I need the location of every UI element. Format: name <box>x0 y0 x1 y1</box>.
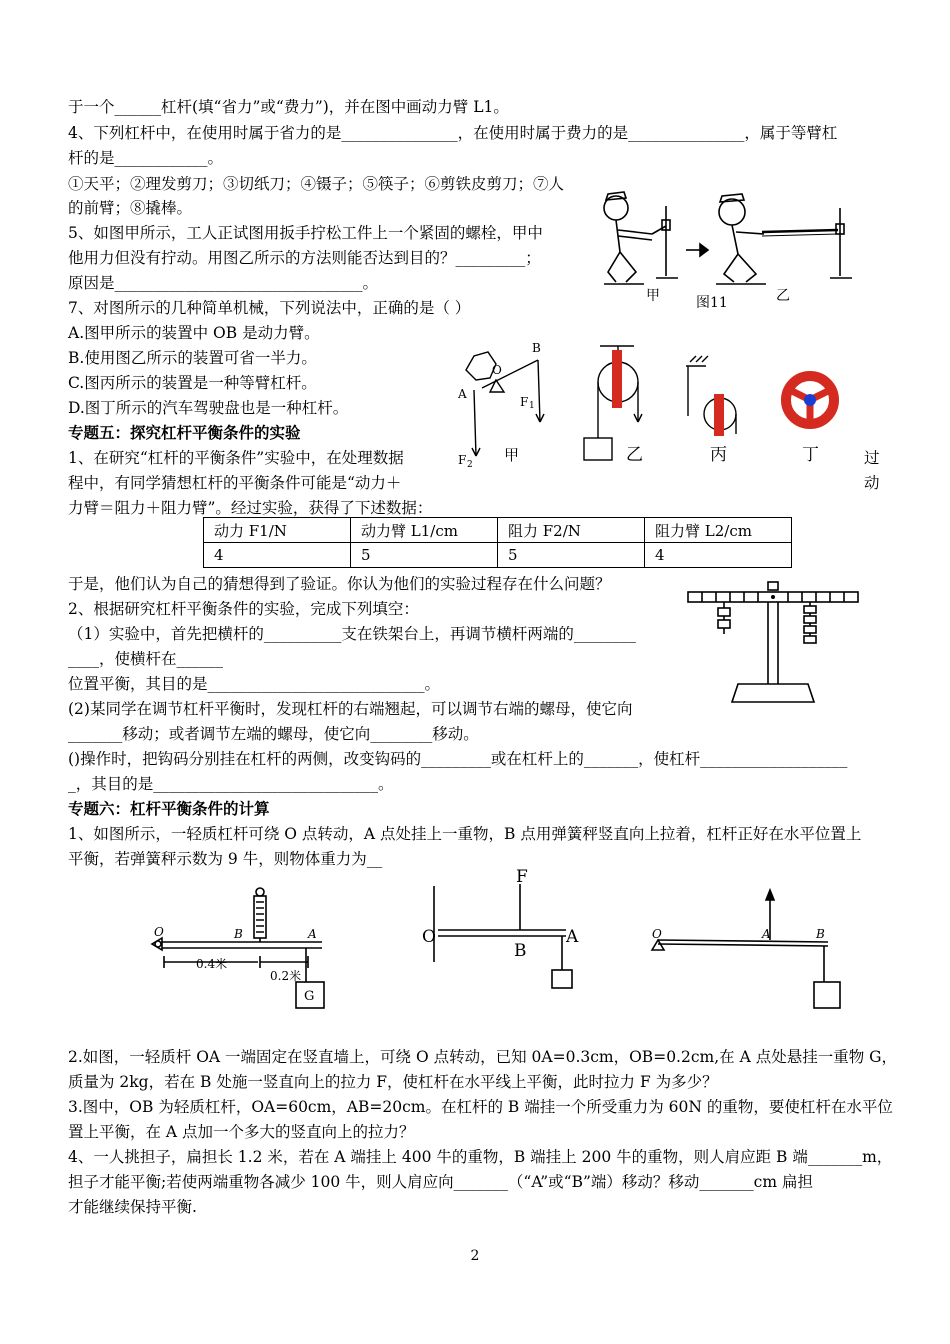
fig11-label-jia: 甲 <box>646 288 660 304</box>
table-cell: 5 <box>498 543 645 568</box>
figure-lever-wall <box>416 862 588 992</box>
question-7-line: 7、对图所示的几种简单机械，下列说法中，正确的是（ ） <box>68 299 471 317</box>
text-line: 1、如图所示，一轻质杠杆可绕 O 点转动，A 点处挂上一重物，B 点用弹簧秤竖直向上拉着，杠杆正好在水平位置上 <box>68 825 862 843</box>
text-line: 平衡，若弹簧秤示数为 9 牛，则物体重力为__ <box>68 850 383 868</box>
section-6-heading: 专题六：杠杆平衡条件的计算 <box>68 799 270 818</box>
text-line: （1）实验中，首先把横杆的__________支在铁架台上，再调节横杆两端的________ <box>68 625 636 643</box>
lever1-label-g: G <box>304 989 315 1004</box>
text-line: 力臂＝阻力＋阻力臂”。经过实验，获得了下述数据： <box>68 499 433 517</box>
text-line: _______移动；或者调节左端的螺母，使它向________移动。 <box>68 725 479 743</box>
figure-simple-machines <box>452 336 852 470</box>
text-line: 质量为 2kg，若在 B 处施一竖直向上的拉力 F，使杠杆在水平线上平衡，此时拉力 F 为多少？ <box>68 1073 718 1091</box>
table-row <box>204 543 792 568</box>
machine-label-f1-sub: 1 <box>529 401 535 411</box>
text-line: 担子才能平衡;若使两端重物各减少 100 牛，则人肩应向_______（“A”或“B”端）移动？移动_______cm 扁担 <box>68 1173 813 1191</box>
text-line: 程中，有同学猜想杠杆的平衡条件可能是“动力＋ <box>68 474 402 492</box>
text-line: 于一个______杠杆(填“省力”或“费力”)，并在图中画动力臂 L1。 <box>68 98 509 116</box>
question-4-line: 4、下列杠杆中，在使用时属于省力的是_______________，在使用时属于费力的是_______________，属于等臂杠 <box>68 124 838 142</box>
table-cell: 5 <box>351 543 498 568</box>
table-header: 阻力 F2/N <box>498 518 645 543</box>
lever1-dist-ba: 0.2米 <box>270 969 302 983</box>
machine-label-o: O <box>492 363 502 377</box>
text-line: (2)某同学在调节杠杆平衡时，发现杠杆的右端翘起，可以调节右端的螺母，使它向 <box>68 700 633 718</box>
lever3-label-b: B <box>816 927 825 941</box>
data-table <box>203 517 792 568</box>
machine-label-f2: F <box>458 453 467 467</box>
machine-label-bing: 丙 <box>710 445 727 465</box>
text-line: ()操作时，把钩码分别挂在杠杆的两侧，改变钩码的_________或在杠杆上的_______，使杠杆___________________ <box>68 750 848 768</box>
text-line: ①天平；②理发剪刀；③切纸刀；④镊子；⑤筷子；⑥剪铁皮剪刀；⑦人 <box>68 175 565 193</box>
machine-label-jia: 甲 <box>504 446 520 464</box>
lever1-label-a: A <box>308 927 317 941</box>
table-header-row <box>204 518 792 543</box>
figure-lever-hanging <box>644 886 846 1016</box>
option-d: D.图丁所示的汽车驾驶盘也是一种杠杆。 <box>68 399 349 417</box>
lever2-label-b: B <box>514 941 527 961</box>
table-cell: 4 <box>645 543 792 568</box>
table-header: 动力臂 L1/cm <box>351 518 498 543</box>
text-line: ____，使横杆在______ <box>68 650 224 668</box>
fig11-label-yi: 乙 <box>776 288 790 304</box>
text-line: 的前臂；⑧撬棒。 <box>68 199 193 217</box>
machine-label-b: B <box>532 341 541 355</box>
text-line: 2、根据研究杠杆平衡条件的实验，完成下列填空： <box>68 600 419 618</box>
option-c: C.图丙所示的装置是一种等臂杠杆。 <box>68 374 317 392</box>
text-line: 3.图中，OB 为轻质杠杆，OA=60cm，AB=20cm。在杠杆的 B 端挂一个所受重力为 60N 的重物，要使杠杆在水平位 <box>68 1098 893 1116</box>
text-line: 动 <box>864 474 880 492</box>
question-5-line: 5、如图甲所示，工人正试图用扳手拧松工件上一个紧固的螺栓，甲中 <box>68 224 543 242</box>
table-header: 动力 F1/N <box>204 518 351 543</box>
lever3-label-a: A <box>762 927 771 941</box>
machine-label-yi: 乙 <box>626 445 643 465</box>
table-header: 阻力臂 L2/cm <box>645 518 792 543</box>
section-5-heading: 专题五：探究杠杆平衡条件的实验 <box>68 423 301 442</box>
machine-label-f2-sub: 2 <box>467 460 473 470</box>
text-line: 1、在研究“杠杆的平衡条件”实验中，在处理数据 <box>68 449 404 467</box>
text-line: 原因是________________________________。 <box>68 274 379 292</box>
lever1-label-b: B <box>234 927 243 941</box>
machine-label-ding: 丁 <box>802 445 819 465</box>
machine-label-f1: F <box>520 395 529 409</box>
text-line: 杆的是____________。 <box>68 149 224 167</box>
figure-11-wrench <box>596 186 876 310</box>
fig11-caption: 图11 <box>696 295 728 310</box>
option-a: A.图甲所示的装置中 OB 是动力臂。 <box>68 324 320 342</box>
text-line: 位置平衡，其目的是____________________________。 <box>68 675 441 693</box>
text-line: 置上平衡，在 A 点加一个多大的竖直向上的拉力？ <box>68 1123 415 1141</box>
figure-lever-spring <box>146 886 338 1016</box>
text-line: 4、一人挑担子，扁担长 1.2 米，若在 A 端挂上 400 牛的重物，B 端挂上 200 牛的重物，则人肩应距 B 端_______m， <box>68 1148 893 1166</box>
lever2-label-a: A <box>566 927 579 947</box>
figure-lever-apparatus <box>682 580 864 706</box>
text-line: _，其目的是_____________________________。 <box>68 775 394 793</box>
table-cell: 4 <box>204 543 351 568</box>
pulley-red-band <box>714 394 724 436</box>
lever3-label-o: O <box>652 927 662 941</box>
lever2-label-o: O <box>422 927 436 947</box>
pulley-red-band <box>612 350 622 408</box>
lever1-label-o: O <box>154 925 164 939</box>
text-line: 于是，他们认为自己的猜想得到了验证。你认为他们的实验过程存在什么问题？ <box>68 575 611 593</box>
text-line: 过 <box>864 449 880 467</box>
text-line: 他用力但没有拧动。用图乙所示的方法则能否达到目的？_________； <box>68 249 541 267</box>
machine-label-a: A <box>458 387 467 401</box>
text-line: 才能继续保持平衡. <box>68 1198 197 1216</box>
lever2-label-f: F <box>516 867 528 887</box>
text-line: 2.如图，一轻质杆 OA 一端固定在竖直墙上，可绕 O 点转动，已知 0A=0.3cm，OB=0.2cm,在 A 点处悬挂一重物 G， <box>68 1048 898 1066</box>
option-b: B.使用图乙所示的装置可省一半力。 <box>68 349 317 367</box>
page-number: 2 <box>470 1248 480 1264</box>
lever1-dist-ob: 0.4米 <box>196 957 228 971</box>
